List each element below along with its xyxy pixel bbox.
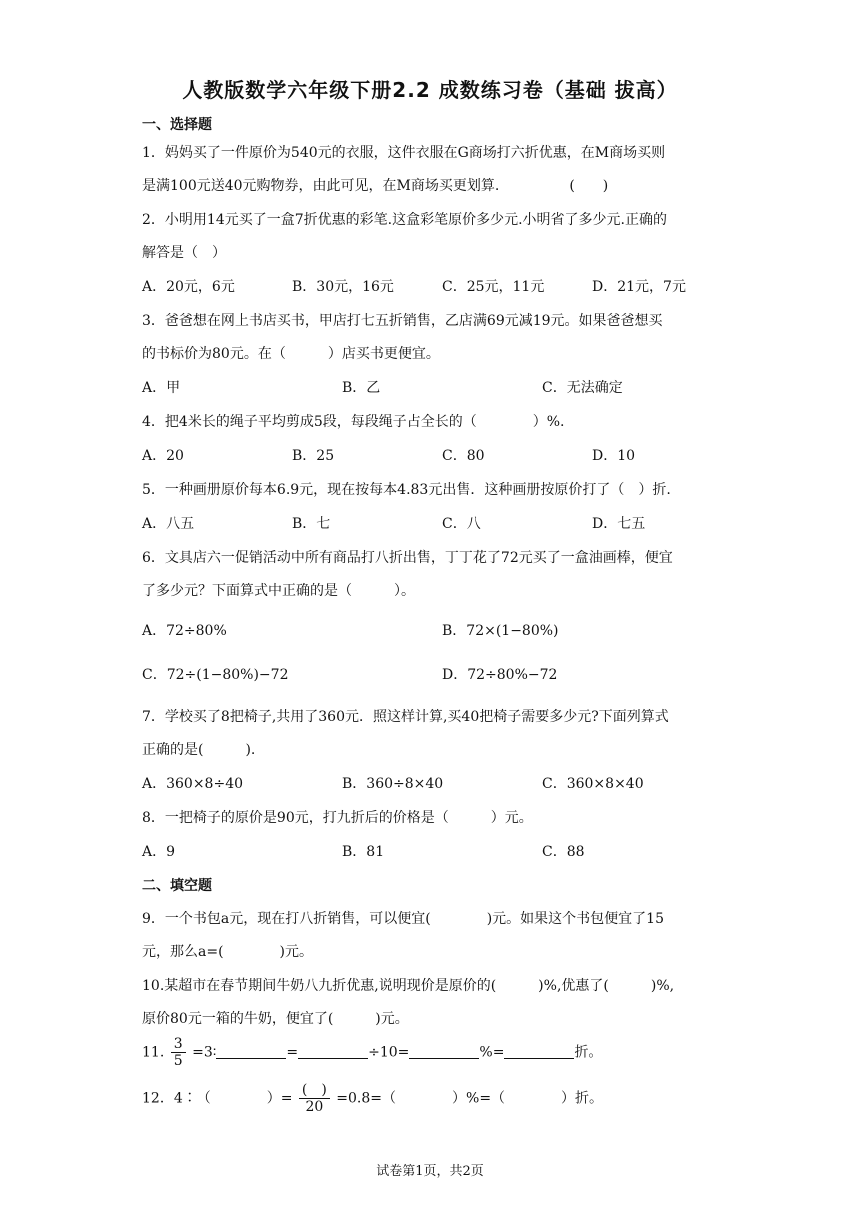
question-11 <box>142 1036 602 1069</box>
answer-blank[interactable] <box>216 1044 286 1059</box>
option-c[interactable]: C．72÷(1−80%)−72 <box>142 667 289 683</box>
fraction-denominator: 5 <box>173 1053 183 1070</box>
option-a[interactable]: A．360×8÷40 <box>142 776 244 792</box>
option-b[interactable]: B．25 <box>292 448 335 464</box>
question-3-options <box>142 377 742 399</box>
question-2-line-2: 解答是（ ） <box>142 245 226 261</box>
question-3-line-2: 的书标价为80元。在（ ）店买书更便宜。 <box>142 346 440 362</box>
option-b[interactable]: B．30元，16元 <box>292 279 394 295</box>
question-10-line-2: 原价80元一箱的牛奶，便宜了( )元。 <box>142 1011 409 1027</box>
question-10-line-1: 10.某超市在春节期间牛奶八九折优惠,说明现价是原价的( )%,优惠了( )%, <box>142 978 675 994</box>
question-9-line-1: 9．一个书包a元，现在打八折销售，可以便宜( )元。如果这个书包便宜了15 <box>142 911 664 927</box>
option-b[interactable]: B．360÷8×40 <box>342 776 444 792</box>
question-11-text: =3∶ <box>192 1044 217 1061</box>
question-11-prefix: 11. <box>142 1044 165 1061</box>
question-6-line-2: 了多少元？下面算式中正确的是（ ）。 <box>142 583 415 599</box>
question-5-line-1: 5．一种画册原价每本6.9元，现在按每本4.83元出售．这种画册按原价打了（ ）折. <box>142 482 671 498</box>
question-8-options <box>142 841 742 863</box>
question-8-line-1: 8．一把椅子的原价是90元，打九折后的价格是（ ）元。 <box>142 810 533 826</box>
answer-blank[interactable] <box>409 1044 479 1059</box>
question-6-line-1: 6．文具店六一促销活动中所有商品打八折出售，丁丁花了72元买了一盒油画棒，便宜 <box>142 550 673 566</box>
question-11-text: %= <box>479 1044 505 1061</box>
question-12-text: =0.8=（ ）%=（ ）折。 <box>336 1090 604 1107</box>
question-6-options-row-2 <box>142 664 742 686</box>
option-c[interactable]: C．无法确定 <box>542 380 623 396</box>
question-3-line-1: 3．爸爸想在网上书店买书，甲店打七五折销售，乙店满69元减19元。如果爸爸想买 <box>142 313 663 329</box>
question-7-options <box>142 773 742 795</box>
option-a[interactable]: A．9 <box>142 844 176 860</box>
option-c[interactable]: C．360×8×40 <box>542 776 644 792</box>
question-5-options <box>142 513 742 535</box>
fraction <box>299 1082 330 1115</box>
question-9-line-2: 元，那么a=( )元。 <box>142 944 314 960</box>
answer-blank[interactable] <box>504 1044 574 1059</box>
section-heading-choice: 一、选择题 <box>142 117 212 133</box>
option-d[interactable]: D．21元，7元 <box>592 279 686 295</box>
question-2-line-1: 2．小明用14元买了一盒7折优惠的彩笔.这盒彩笔原价多少元.小明省了多少元.正确的 <box>142 212 667 228</box>
option-c[interactable]: C．88 <box>542 844 585 860</box>
fraction-numerator[interactable]: ( ) <box>299 1082 330 1099</box>
fraction <box>171 1036 186 1069</box>
option-b[interactable]: B．81 <box>342 844 385 860</box>
page-title: 人教版数学六年级下册2.2 成数练习卷（基础 拔高） <box>182 78 678 102</box>
question-4-options <box>142 445 742 467</box>
fraction-denominator: 20 <box>305 1099 324 1116</box>
section-heading-fill: 二、填空题 <box>142 878 212 894</box>
option-a[interactable]: A．20元，6元 <box>142 279 235 295</box>
option-c[interactable]: C．80 <box>442 448 485 464</box>
option-a[interactable]: A．72÷80% <box>142 623 227 639</box>
option-c[interactable]: C．八 <box>442 516 481 532</box>
page-footer: 试卷第1页，共2页 <box>376 1164 484 1179</box>
question-11-text: 折。 <box>574 1044 603 1061</box>
option-d[interactable]: D．10 <box>592 448 636 464</box>
option-b[interactable]: B．乙 <box>342 380 381 396</box>
question-7-line-2: 正确的是( ). <box>142 742 256 758</box>
question-2-options <box>142 276 742 298</box>
question-1-line-1: 1．妈妈买了一件原价为540元的衣服，这件衣服在G商场打六折优惠，在M商场买则 <box>142 145 666 161</box>
question-7-line-1: 7．学校买了8把椅子,共用了360元．照这样计算,买40把椅子需要多少元?下面列算式 <box>142 709 669 725</box>
question-4-line-1: 4．把4米长的绳子平均剪成5段，每段绳子占全长的（ ）%. <box>142 414 565 430</box>
option-b[interactable]: B．72×(1−80%) <box>442 623 559 639</box>
question-11-text: = <box>286 1044 299 1061</box>
question-1-line-2: 是满100元送40元购物券，由此可见，在M商场买更划算. ( ) <box>142 178 609 194</box>
question-11-text: ÷10= <box>368 1044 410 1061</box>
question-12-prefix: 12．4∶（ ）= <box>142 1090 293 1107</box>
option-a[interactable]: A．甲 <box>142 380 181 396</box>
option-b[interactable]: B．七 <box>292 516 331 532</box>
fraction-numerator: 3 <box>171 1036 186 1053</box>
option-a[interactable]: A．20 <box>142 448 184 464</box>
answer-blank[interactable] <box>298 1044 368 1059</box>
option-d[interactable]: D．七五 <box>592 516 646 532</box>
question-6-options-row-1 <box>142 620 742 642</box>
option-d[interactable]: D．72÷80%−72 <box>442 667 558 683</box>
option-a[interactable]: A．八五 <box>142 516 195 532</box>
option-c[interactable]: C．25元，11元 <box>442 279 545 295</box>
question-12 <box>142 1082 603 1115</box>
